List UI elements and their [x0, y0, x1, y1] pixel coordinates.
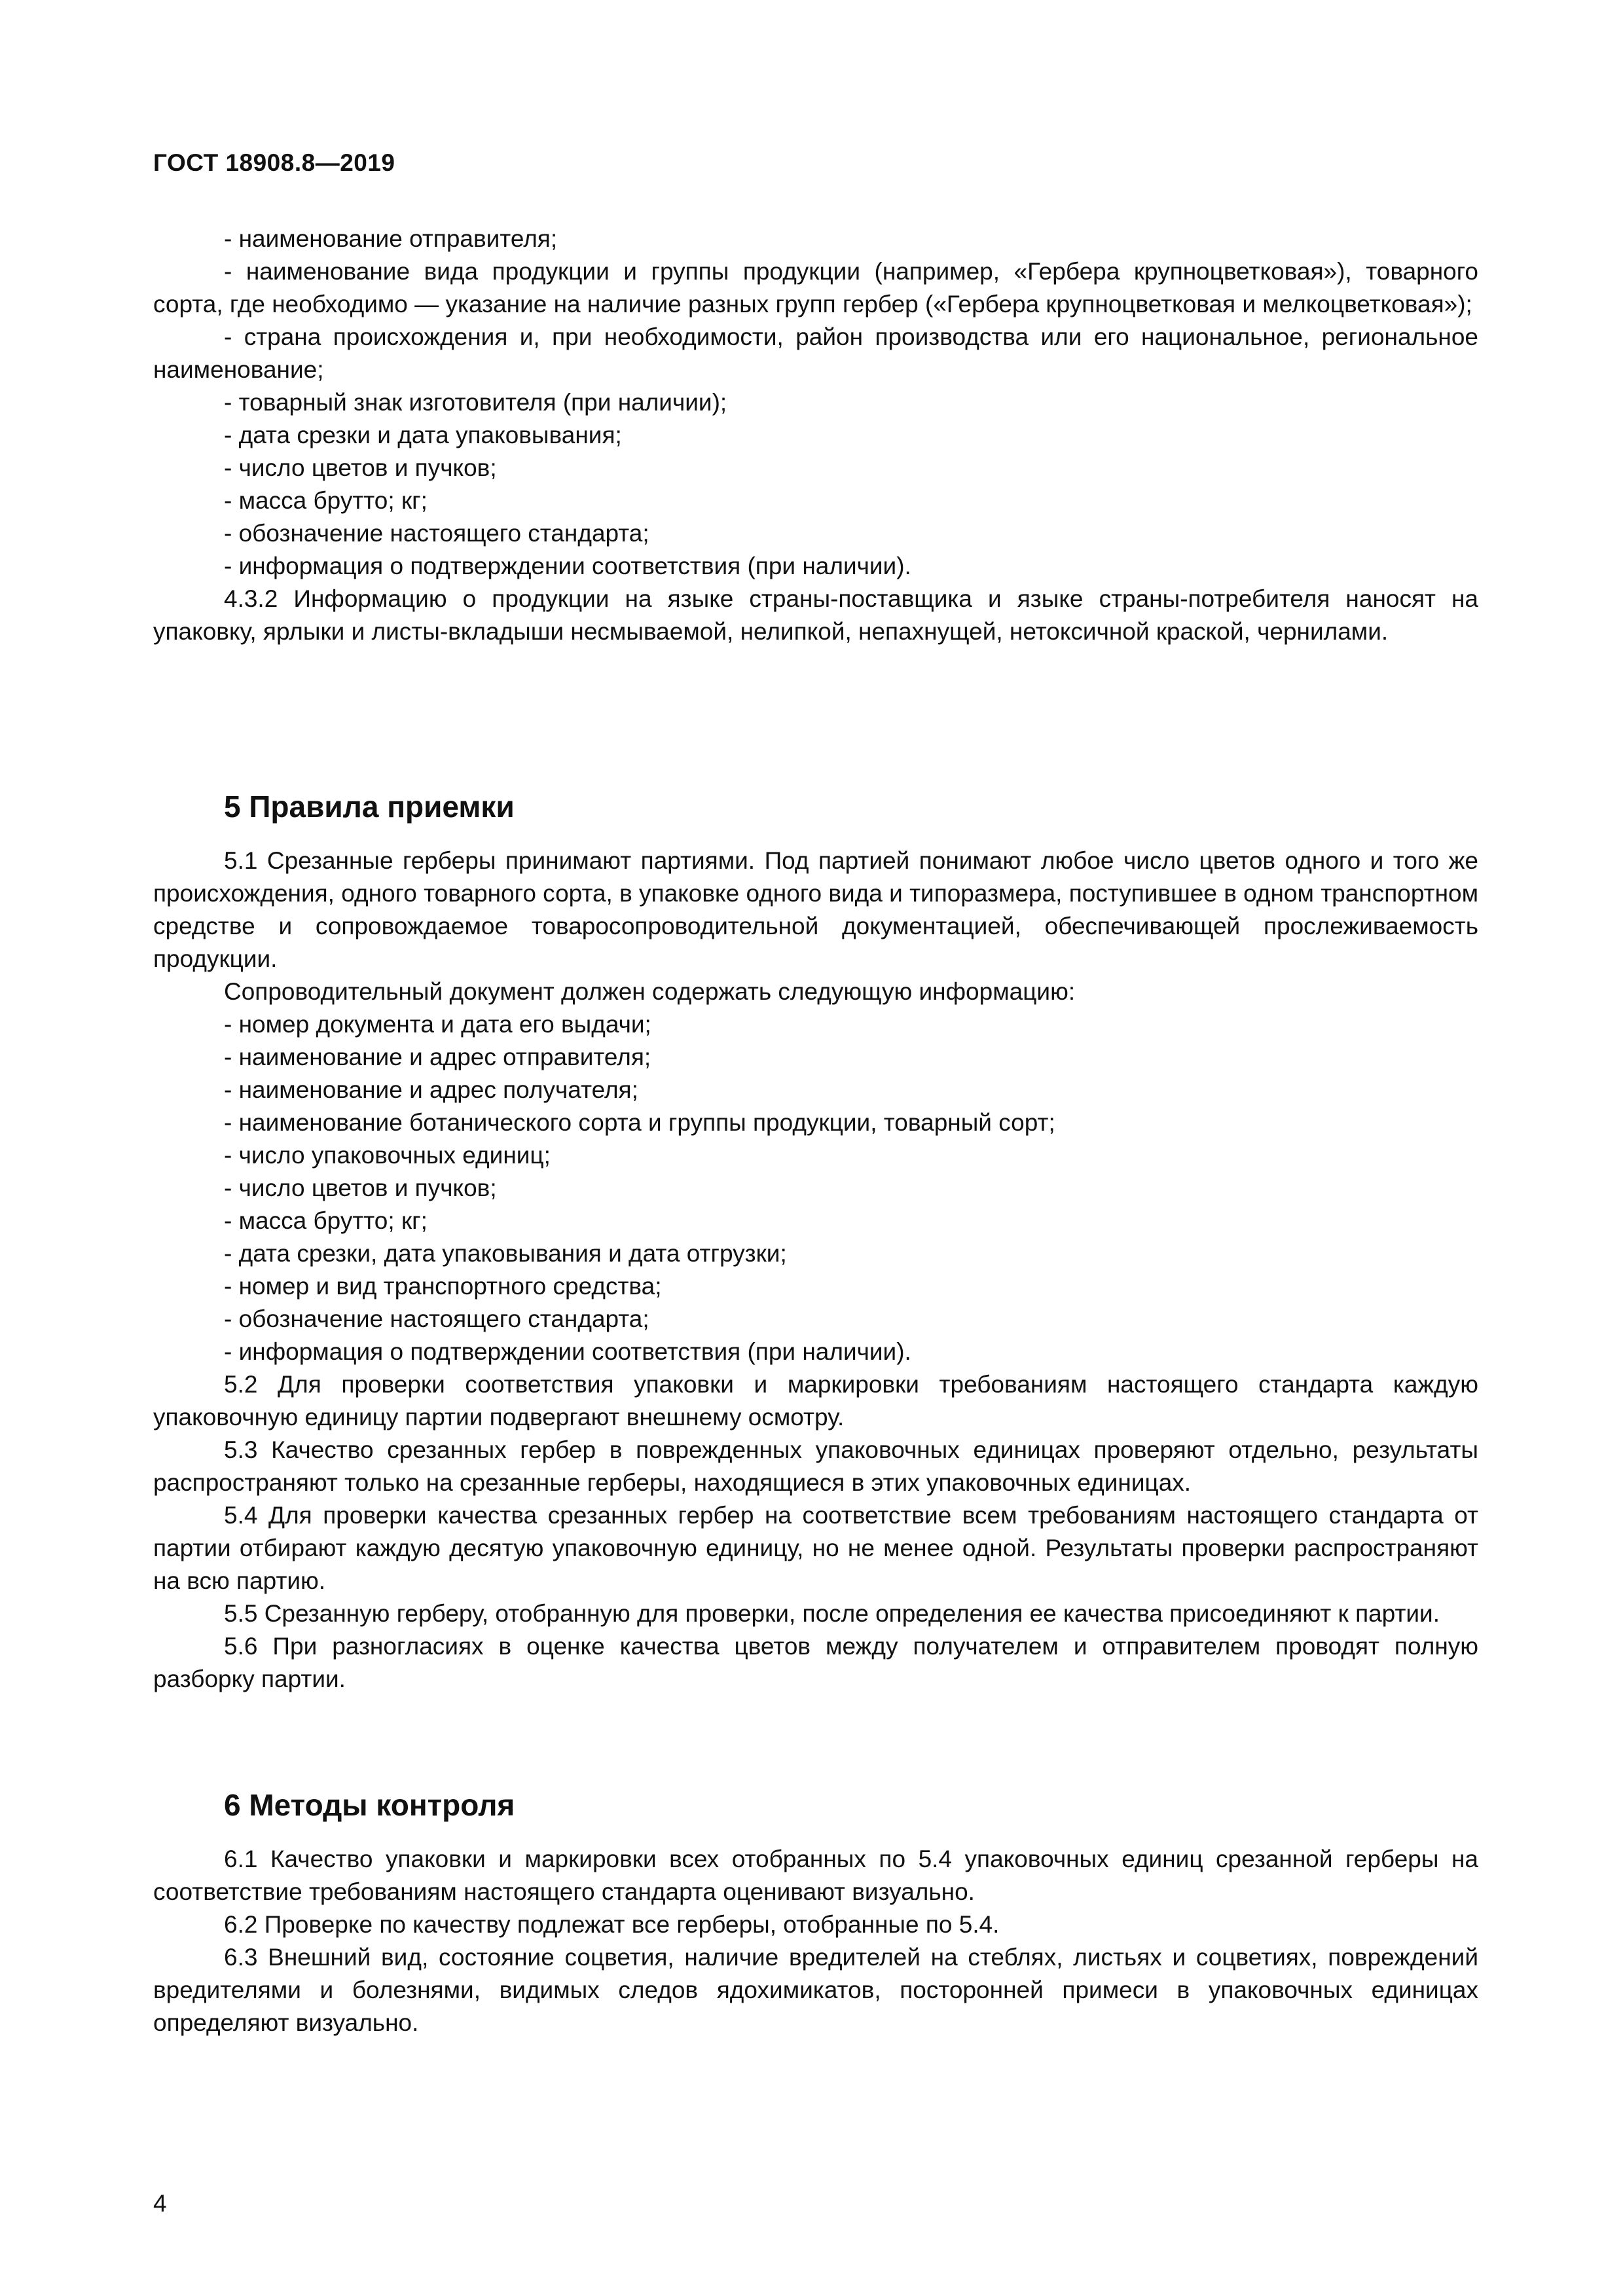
paragraph-5-4: 5.4 Для проверки качества срезанных гербер на соответствие всем требованиям настоящего стандарта от партии отбирают каждую десятую упаковочную единицу, но не менее одной. Результаты проверки распространяют на всю партию.: [153, 1502, 1478, 1594]
list-item: - наименование отправителя;: [224, 225, 558, 252]
paragraph-6-1: 6.1 Качество упаковки и маркировки всех отобранных по 5.4 упаковочных единиц срезанной герберы на соответствие требованиям настоящего стандарта оценивают визуально.: [153, 1846, 1478, 1905]
section-6-body: [153, 1843, 1478, 2039]
document-code: ГОСТ 18908.8—2019: [153, 149, 395, 176]
list-item: - масса брутто; кг;: [224, 487, 428, 514]
list-item: - обозначение настоящего стандарта;: [224, 1305, 649, 1332]
paragraph-5-6: 5.6 При разногласиях в оценке качества цветов между получателем и отправителем проводят полную разборку партии.: [153, 1633, 1478, 1692]
list-item: - информация о подтверждении соответствия (при наличии).: [224, 1338, 911, 1365]
paragraph-4-3-2: 4.3.2 Информацию о продукции на языке страны-поставщика и языке страны-потребителя наносят на упаковку, ярлыки и листы-вкладыши несмываемой, нелипкой, непахнущей, нетоксичной краской, чернилами.: [153, 585, 1478, 645]
paragraph-5-2: 5.2 Для проверки соответствия упаковки и маркировки требованиям настоящего стандарта каждую упаковочную единицу партии подвергают внешнему осмотру.: [153, 1371, 1478, 1430]
paragraph-6-3: 6.3 Внешний вид, состояние соцветия, наличие вредителей на стеблях, листьях и соцветиях, повреждений вредителями и болезнями, видимых следов ядохимикатов, посторонней примеси в упаковочных единицах определяют визуально.: [153, 1944, 1478, 2036]
marking-list-block: [153, 223, 1478, 648]
list-item: - наименование и адрес получателя;: [224, 1076, 638, 1103]
list-item: - наименование ботанического сорта и группы продукции, товарный сорт;: [224, 1109, 1055, 1136]
section-5-heading: 5 Правила приемки: [224, 790, 515, 824]
list-item: - число цветов и пучков;: [224, 1175, 497, 1201]
list-item: - дата срезки и дата упаковывания;: [224, 422, 622, 448]
paragraph-5-1: 5.1 Срезанные герберы принимают партиями. Под партией понимают любое число цветов одного и того же происхождения, одного товарного сорта, в упаковке одного вида и типоразмера, поступившее в одном транспортном средстве и сопровождаемое товаросопроводительной документацией, обеспечивающей прослеживаемость продукции.: [153, 847, 1479, 972]
list-item: - обозначение настоящего стандарта;: [224, 520, 649, 547]
list-item: - страна происхождения и, при необходимости, район производства или его национальное, региональное наименование;: [153, 323, 1478, 383]
list-item: - число упаковочных единиц;: [224, 1142, 551, 1169]
list-item: - товарный знак изготовителя (при наличии);: [224, 389, 727, 416]
list-item: - наименование и адрес отправителя;: [224, 1044, 651, 1070]
list-item: - дата срезки, дата упаковывания и дата отгрузки;: [224, 1240, 787, 1267]
paragraph-5-3: 5.3 Качество срезанных гербер в поврежденных упаковочных единицах проверяют отдельно, результаты распространяют только на срезанные герберы, находящиеся в этих упаковочных единицах.: [153, 1436, 1478, 1496]
list-item: - число цветов и пучков;: [224, 454, 497, 481]
list-item: - масса брутто; кг;: [224, 1207, 428, 1234]
section-6-heading: 6 Методы контроля: [224, 1788, 515, 1822]
list-item: - номер документа и дата его выдачи;: [224, 1011, 651, 1038]
list-item: - информация о подтверждении соответствия (при наличии).: [224, 553, 911, 579]
paragraph: Сопроводительный документ должен содержать следующую информацию:: [224, 978, 1076, 1005]
page-number: 4: [153, 2190, 167, 2217]
section-5-body: [153, 845, 1478, 1696]
paragraph-5-5: 5.5 Срезанную герберу, отобранную для проверки, после определения ее качества присоединяют к партии.: [224, 1600, 1440, 1627]
list-item: - номер и вид транспортного средства;: [224, 1273, 662, 1300]
paragraph-6-2: 6.2 Проверке по качеству подлежат все герберы, отобранные по 5.4.: [224, 1911, 1000, 1938]
list-item: - наименование вида продукции и группы продукции (например, «Гербера крупноцветковая»), товарного сорта, где необходимо — указание на наличие разных групп гербер («Гербера крупноцветковая и мелкоцветковая»);: [153, 258, 1478, 318]
